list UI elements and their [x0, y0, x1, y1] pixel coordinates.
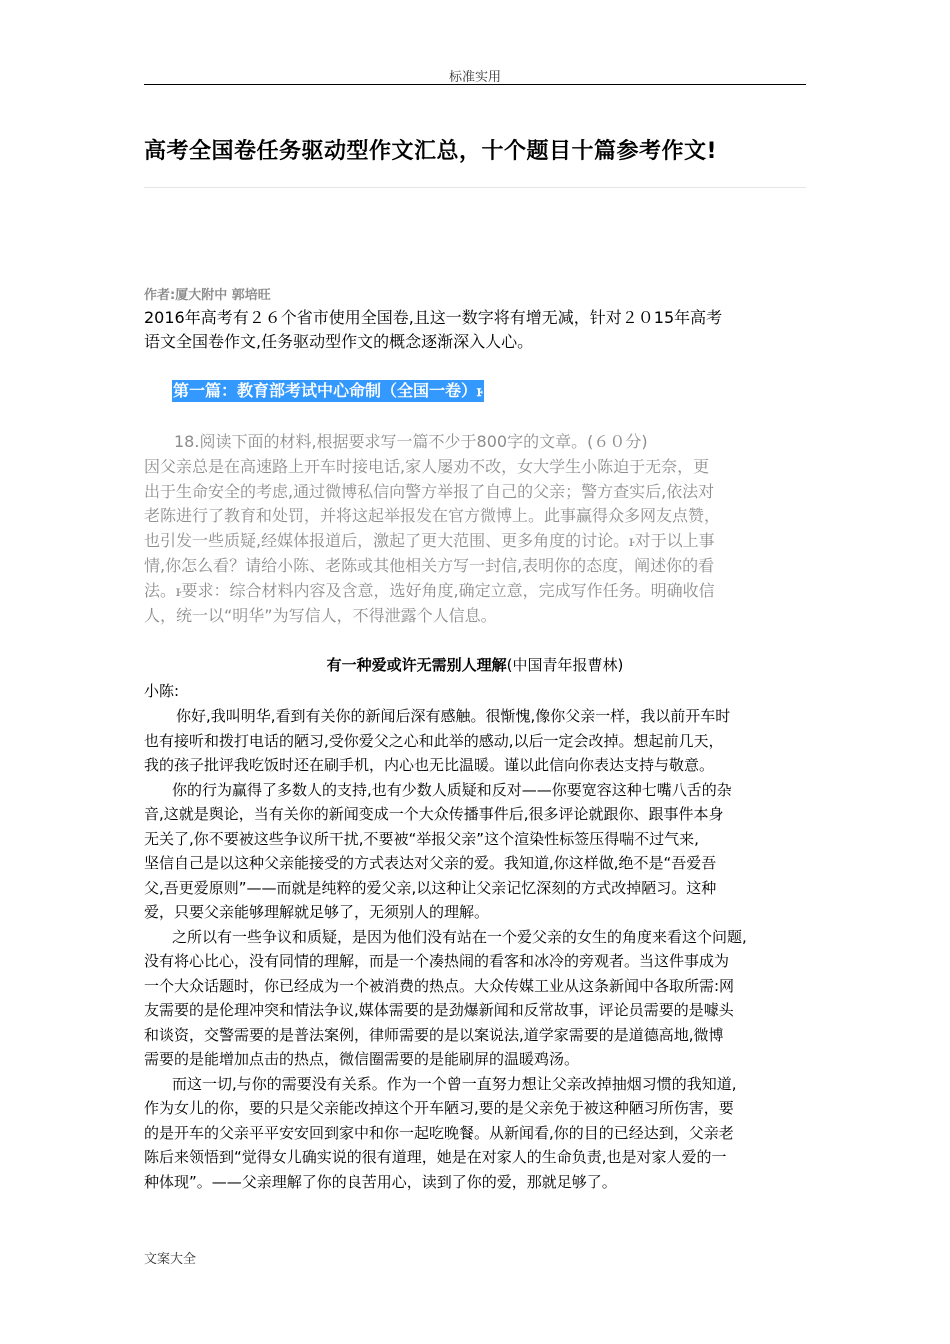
essay-line: 和谈资，交警需要的是普法案例，律师需要的是以案说法,道学家需要的是道德高地,微博 [144, 1025, 724, 1044]
essay-line: 音,这就是舆论，当有关你的新闻变成一个大众传播事件后,很多评论就跟你、跟事件本身 [144, 805, 724, 823]
prompt-line: 老陈进行了教育和处罚，并将这起举报发在官方微博上。此事赢得众多网友点赞， [144, 506, 721, 526]
essay-source: (中国青年报曹林) [506, 656, 624, 674]
essay-title-line [0, 654, 950, 676]
essay-line: 你的行为赢得了多数人的支持,也有少数人质疑和反对——你要宽容这种七嘴八舌的杂 [172, 780, 732, 799]
essay-line: 而这一切,与你的需要没有关系。作为一个曾一直努力想让父亲改掉抽烟习惯的我知道, [172, 1074, 737, 1093]
prompt-line: 因父亲总是在高速路上开车时接电话,家人屡劝不改，女大学生小陈迫于无奈，更 [144, 456, 710, 476]
essay-salutation: 小陈: [144, 682, 180, 700]
essay-line: 的是开车的父亲平平安安回到家中和你一起吃晚餐。从新闻看,你的目的已经达到，父亲老 [144, 1123, 734, 1142]
essay-line: 爱，只要父亲能够理解就足够了，无须别人的理解。 [144, 903, 490, 921]
essay-line: 需要的是能增加点击的热点，微信圈需要的是能刷屏的温暖鸡汤。 [144, 1050, 580, 1068]
page-footer: 文案大全 [144, 1252, 197, 1267]
prompt-line: 18.阅读下面的材料,根据要求写一篇不少于800字的文章。(６０分) [174, 432, 648, 451]
section-heading: 第一篇：教育部考试中心命制（全国一卷）ꮀ [173, 381, 483, 400]
essay-line: 种体现”。——父亲理解了你的良苦用心，读到了你的爱，那就足够了。 [144, 1172, 617, 1191]
essay-line: 陈后来领悟到“觉得女儿确实说的很有道理，她是在对家人的生命负责,也是对家人爱的一 [144, 1148, 727, 1166]
essay-line: 作为女儿的你，要的只是父亲能改掉这个开车陋习,要的是父亲免于被这种陋习所伤害，要 [144, 1099, 734, 1117]
intro-line: 2016年高考有２６个省市使用全国卷,且这一数字将有增无减，针对２０15年高考 [144, 308, 723, 327]
essay-line: 友需要的是伦理冲突和情法争议,媒体需要的是劲爆新闻和反常故事，评论员需要的是噱头 [144, 1001, 734, 1019]
prompt-line: 人，统一以“明华”为写信人，不得泄露个人信息。 [144, 605, 497, 625]
prompt-line: 法。ꮀ要求：综合材料内容及含意，选好角度,确定立意，完成写作任务。明确收信 [144, 580, 715, 600]
essay-line: 一个大众话题时，你已经成为一个被消费的热点。大众传媒工业从这条新闻中各取所需:网 [144, 976, 735, 995]
author-line: 作者:厦大附中 郭培旺 [144, 288, 271, 303]
essay-title: 有一种爱或许无需别人理解 [326, 656, 507, 674]
title-divider [144, 187, 806, 188]
prompt-line: 也引发一些质疑,经媒体报道后，激起了更大范围、更多角度的讨论。ꮀ对于以上事 [144, 531, 715, 551]
essay-line: 也有接听和拨打电话的陋习,受你爱父之心和此举的感动,以后一定会改掉。想起前几天， [144, 731, 724, 750]
header-divider [144, 84, 806, 85]
prompt-line: 情,你怎么看？请给小陈、老陈或其他相关方写一封信,表明你的态度，阐述你的看 [144, 555, 715, 575]
intro-paragraph [144, 306, 814, 354]
essay-line: 父,吾更爱原则”——而就是纯粹的爱父亲,以这种让父亲记忆深刻的方式改掉陋习。这种 [144, 878, 717, 897]
prompt-line: 出于生命安全的考虑,通过微博私信向警方举报了自己的父亲；警方查实后,依法对 [144, 481, 715, 501]
essay-body [144, 704, 824, 1194]
prompt-paragraph [144, 430, 814, 628]
essay-line: 没有将心比心，没有同情的理解，而是一个凑热闹的看客和冰冷的旁观者。当这件事成为 [144, 952, 730, 970]
essay-line: 之所以有一些争议和质疑，是因为他们没有站在一个爱父亲的女生的角度来看这个问题, [172, 927, 747, 946]
essay-line: 你好,我叫明华,看到有关你的新闻后深有感触。很惭愧,像你父亲一样，我以前开车时 [176, 707, 731, 725]
page-header: 标准实用 [448, 70, 501, 85]
intro-line: 语文全国卷作文,任务驱动型作文的概念逐渐深入人心。 [144, 332, 534, 351]
document-title: 高考全国卷任务驱动型作文汇总，十个题目十篇参考作文! [144, 139, 718, 164]
essay-line: 无关了,你不要被这些争议所干扰,不要被“举报父亲”这个渲染性标签压得喘不过气来, [144, 829, 699, 848]
essay-line: 我的孩子批评我吃饭时还在刷手机，内心也无比温暖。谨以此信向你表达支持与敬意。 [144, 756, 715, 774]
essay-line: 坚信自己是以这种父亲能接受的方式表达对父亲的爱。我知道,你这样做,绝不是“吾爱吾 [144, 854, 717, 872]
